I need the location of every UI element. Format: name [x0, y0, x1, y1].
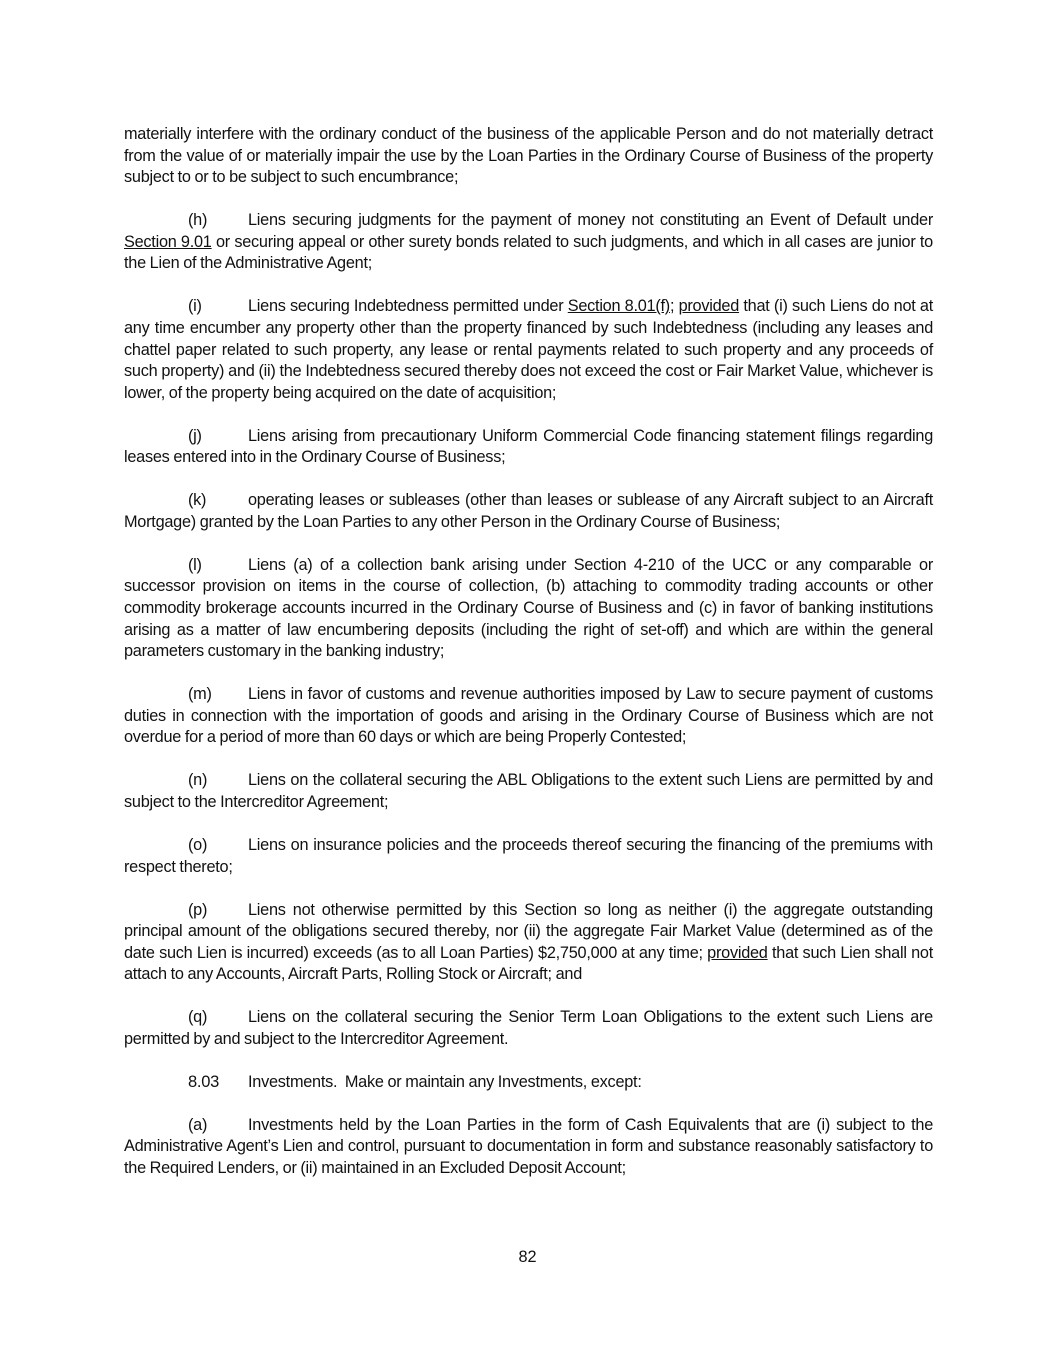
paragraph-text: Liens in favor of customs and revenue authorities imposed by Law to secure payment of customs duties in connection with the importation of goods and arising in the Ordinary Course of Business which are not overdue for a period of more than 60 days or which are being Properly Contested; [124, 685, 933, 747]
paragraph-text: Liens arising from precautionary Uniform Commercial Code financing statement filings regarding leases entered into in the Ordinary Course of Business; [124, 426, 933, 467]
paragraph-text: Liens securing judgments for the payment of money not constituting an Event of Default under [248, 211, 933, 230]
clause-label: (o) [188, 835, 208, 854]
clause-label: (j) [188, 426, 202, 445]
paragraph-text: that such Lien shall not attach to any Accounts, Aircraft Parts, Rolling Stock or Aircraft; and [124, 943, 933, 984]
paragraph-m [124, 684, 933, 749]
paragraph-k [124, 490, 933, 533]
clause-label: (p) [188, 900, 208, 919]
paragraph-text: Liens (a) of a collection bank arising under Section 4-210 of the UCC or any comparable or successor provision on items in the course of collection, (b) attaching to commodity trading accounts or other commodity brokerage accounts incurred in the Ordinary Course of Business and (c) in favor of banking institutions arising as a matter of law encumbering deposits (including the right of set-off) and which are within the general parameters customary in the banking industry; [124, 555, 933, 661]
page-number: 82 [518, 1248, 537, 1266]
proviso-term: provided [678, 297, 740, 316]
section-number: 8.03 [188, 1072, 220, 1091]
paragraph-n [124, 770, 933, 813]
clause-label: (i) [188, 297, 202, 316]
paragraph-text: materially interfere with the ordinary conduct of the business of the applicable Person and do not materially detract from the value of or materially impair the use by the Loan Parties in the Ordinary Course of Business of the property subject to or to be subject to such encumbrance; [124, 125, 933, 187]
section-reference: Section 9.01 [124, 232, 212, 251]
paragraph-text: Liens on insurance policies and the proceeds thereof securing the financing of the premiums with respect thereto; [124, 835, 933, 876]
paragraph-q [124, 1007, 933, 1050]
proviso-term: provided [707, 943, 768, 962]
clause-label: (k) [188, 491, 207, 510]
paragraph-text: or securing appeal or other surety bonds related to such judgments, and which in all cases are junior to the Lien of the Administrative Agent; [124, 232, 933, 273]
paragraph-text: Liens on the collateral securing the ABL Obligations to the extent such Liens are permitted by and subject to the Intercreditor Agreement; [124, 771, 933, 811]
clause-label: (a) [188, 1115, 208, 1134]
section-8-03-heading [124, 1072, 933, 1094]
clause-label: (q) [188, 1008, 208, 1027]
paragraph-text: operating leases or subleases (other than leases or sublease of any Aircraft subject to an Aircraft Mortgage) granted by the Loan Parties to any other Person in the Ordinary Course of Business; [124, 491, 933, 531]
paragraph-text: Liens securing Indebtedness permitted under [248, 297, 568, 316]
paragraph-text: Investments held by the Loan Parties in the form of Cash Equivalents that are (i) subject to the Administrative Agent’s Lien and control, pursuant to documentation in form and substance reasonably satisfactory to the Required Lenders, or (ii) maintained in an Excluded Deposit Account; [124, 1115, 933, 1178]
clause-label: (n) [188, 771, 208, 790]
paragraph-g-continuation [124, 124, 933, 189]
paragraph-text: Liens on the collateral securing the Senior Term Loan Obligations to the extent such Liens are permitted by and subject to the Intercreditor Agreement. [124, 1008, 933, 1048]
clause-label: (m) [188, 685, 212, 704]
paragraph-h [124, 210, 933, 275]
paragraph-i [124, 296, 933, 404]
paragraph-l [124, 555, 933, 663]
paragraph-text: Liens not otherwise permitted by this Section so long as neither (i) the aggregate outstanding principal amount of the obligations secured thereby, nor (ii) the aggregate Fair Market Value (determined as of the date such Lien is incurred) exceeds (as to all Loan Parties) $2,750,000 at any time; [124, 900, 933, 962]
paragraph-text: ; [669, 297, 679, 316]
paragraph-8-03-a [124, 1115, 933, 1180]
paragraph-text: that (i) such Liens do not at any time encumber any property other than the property financed by such Indebtedness (including any leases and chattel paper related to such property, any lease or rental payments related to such property and any proceeds of such property) and (ii) the Indebtedness secured thereby does not exceed the cost or Fair Market Value, whichever is lower, of the property being acquired on the date of acquisition; [124, 297, 933, 402]
section-reference: Section 8.01(f) [567, 297, 670, 316]
document-page [124, 124, 933, 1201]
paragraph-p [124, 900, 933, 986]
section-title: Investments. [248, 1072, 338, 1091]
section-intro-text: Make or maintain any Investments, except: [337, 1072, 642, 1091]
clause-label: (l) [188, 555, 202, 574]
paragraph-j [124, 426, 933, 469]
paragraph-o [124, 835, 933, 878]
clause-label: (h) [188, 211, 208, 230]
